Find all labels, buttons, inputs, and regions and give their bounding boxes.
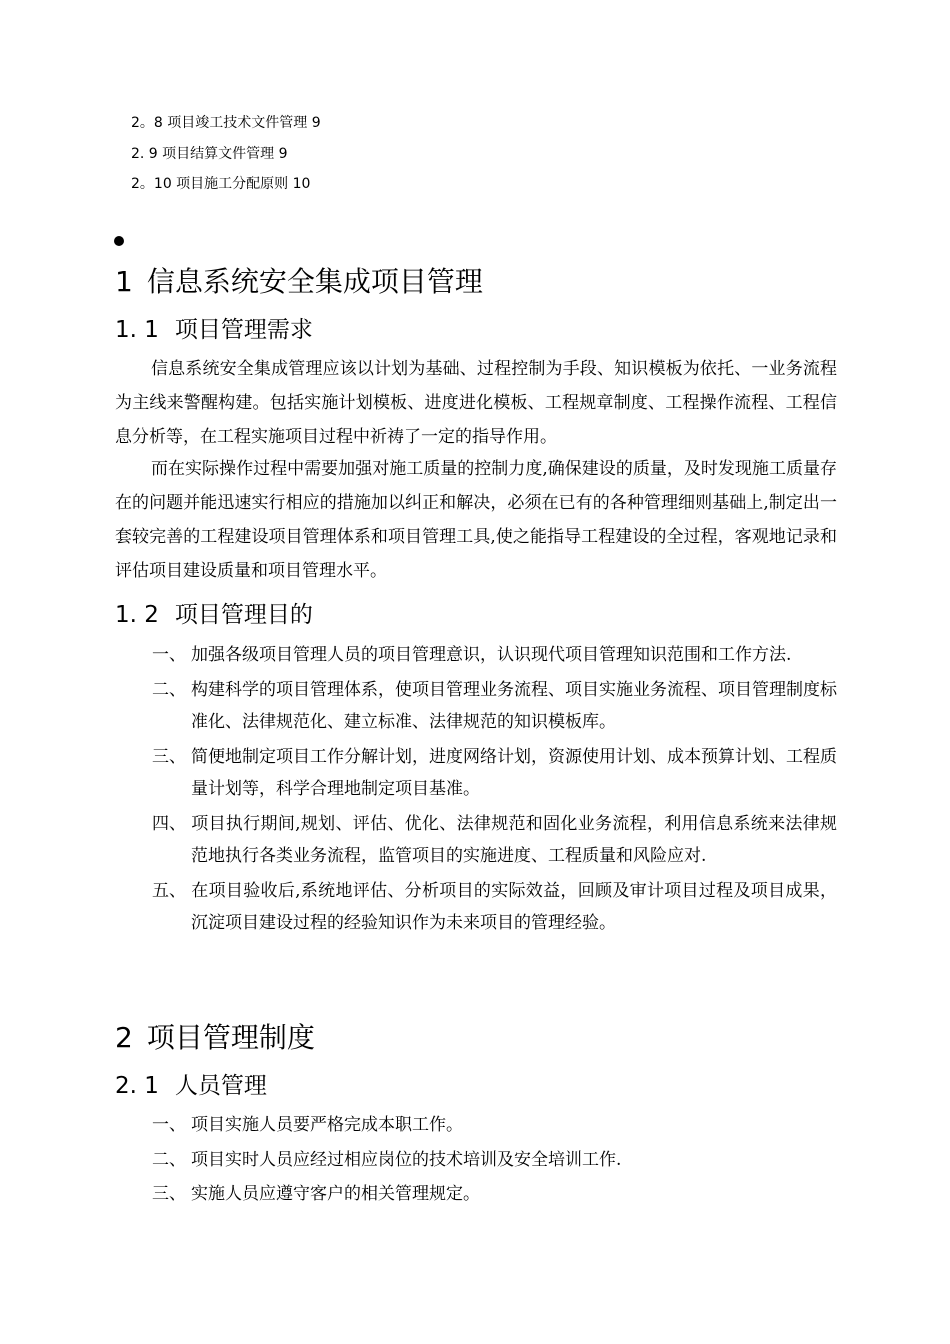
table-of-contents xyxy=(131,113,321,205)
list-item xyxy=(152,741,837,806)
list-item xyxy=(152,1109,837,1142)
heading-title: 项目管理制度 xyxy=(146,1021,315,1054)
paragraph: 而在实际操作过程中需要加强对施工质量的控制力度,确保建设的质量，及时发现施工质量存在的问题并能迅速实行相应的措施加以纠正和解决，必须在已有的各种管理细则基础上,制定出一套较完善的工程建设项目管理体系和项目管理工具,使之能指导工程建设的全过程，客观地记录和评估项目建设质量和项目管理水平。 xyxy=(115,459,837,581)
list-marker: 二、 xyxy=(152,679,186,700)
heading-title: 项目管理需求 xyxy=(174,317,313,343)
toc-entry[interactable]: 2。10 项目施工分配原则 10 xyxy=(131,176,311,192)
paragraph: 信息系统安全集成管理应该以计划为基础、过程控制为手段、知识模板为依托、一业务流程为主线来警醒构建。包括实施计划模板、进度进化模板、工程规章制度、工程操作流程、工程信息分析等，在工程实施项目过程中祈祷了一定的指导作用。 xyxy=(115,359,837,447)
list-marker: 三、 xyxy=(152,746,186,767)
toc-entry[interactable]: 2. 9 项目结算文件管理 9 xyxy=(131,145,288,162)
heading-number: 2 xyxy=(115,1021,133,1054)
heading-title: 人员管理 xyxy=(174,1073,267,1099)
list-item-text: 项目执行期间,规划、评估、优化、法律规范和固化业务流程，利用信息系统来法律规范地执行各类业务流程，监管项目的实施进度、工程质量和风险应对. xyxy=(191,813,837,866)
ordered-list-objectives xyxy=(152,639,837,942)
heading-section-1-1 xyxy=(115,315,313,345)
list-item xyxy=(152,674,837,739)
heading-section-2-1 xyxy=(115,1071,267,1101)
list-marker: 一、 xyxy=(152,1115,186,1135)
list-item-text: 简便地制定项目工作分解计划，进度网络计划，资源使用计划、成本预算计划、工程质量计划等，科学合理地制定项目基准。 xyxy=(191,746,837,799)
list-marker: 五、 xyxy=(152,880,186,901)
list-marker: 四、 xyxy=(152,813,186,834)
heading-number: 1. 2 xyxy=(115,602,159,628)
ordered-list-personnel xyxy=(152,1109,837,1213)
list-item xyxy=(152,875,837,940)
list-item xyxy=(152,1178,837,1211)
list-item-text: 项目实时人员应经过相应岗位的技术培训及安全培训工作. xyxy=(191,1149,622,1170)
heading-number: 1 xyxy=(115,265,133,298)
toc-entry[interactable]: 2。8 项目竣工技术文件管理 9 xyxy=(131,115,321,131)
heading-section-2 xyxy=(115,1021,315,1055)
heading-number: 1. 1 xyxy=(115,317,159,343)
list-item xyxy=(152,1144,837,1177)
list-marker: 二、 xyxy=(152,1149,186,1170)
list-marker: 三、 xyxy=(152,1184,186,1204)
heading-section-1 xyxy=(115,265,483,299)
list-item-text: 项目实施人员要严格完成本职工作。 xyxy=(191,1115,463,1135)
list-item xyxy=(152,639,837,672)
heading-section-1-2 xyxy=(115,600,313,630)
list-item-text: 实施人员应遵守客户的相关管理规定。 xyxy=(191,1184,480,1204)
list-item xyxy=(152,808,837,873)
heading-number: 2. 1 xyxy=(115,1073,159,1099)
bullet-icon xyxy=(114,236,124,246)
list-item-text: 构建科学的项目管理体系，使项目管理业务流程、项目实施业务流程、项目管理制度标准化、法律规范化、建立标准、法律规范的知识模板库。 xyxy=(191,679,837,732)
heading-title: 项目管理目的 xyxy=(174,602,313,628)
list-marker: 一、 xyxy=(152,645,186,665)
list-item-text: 加强各级项目管理人员的项目管理意识，认识现代项目管理知识范围和工作方法. xyxy=(191,645,792,665)
list-item-text: 在项目验收后,系统地评估、分析项目的实际效益，回顾及审计项目过程及项目成果，沉淀项目建设过程的经验知识作为未来项目的管理经验。 xyxy=(191,880,837,933)
heading-title: 信息系统安全集成项目管理 xyxy=(146,265,483,298)
